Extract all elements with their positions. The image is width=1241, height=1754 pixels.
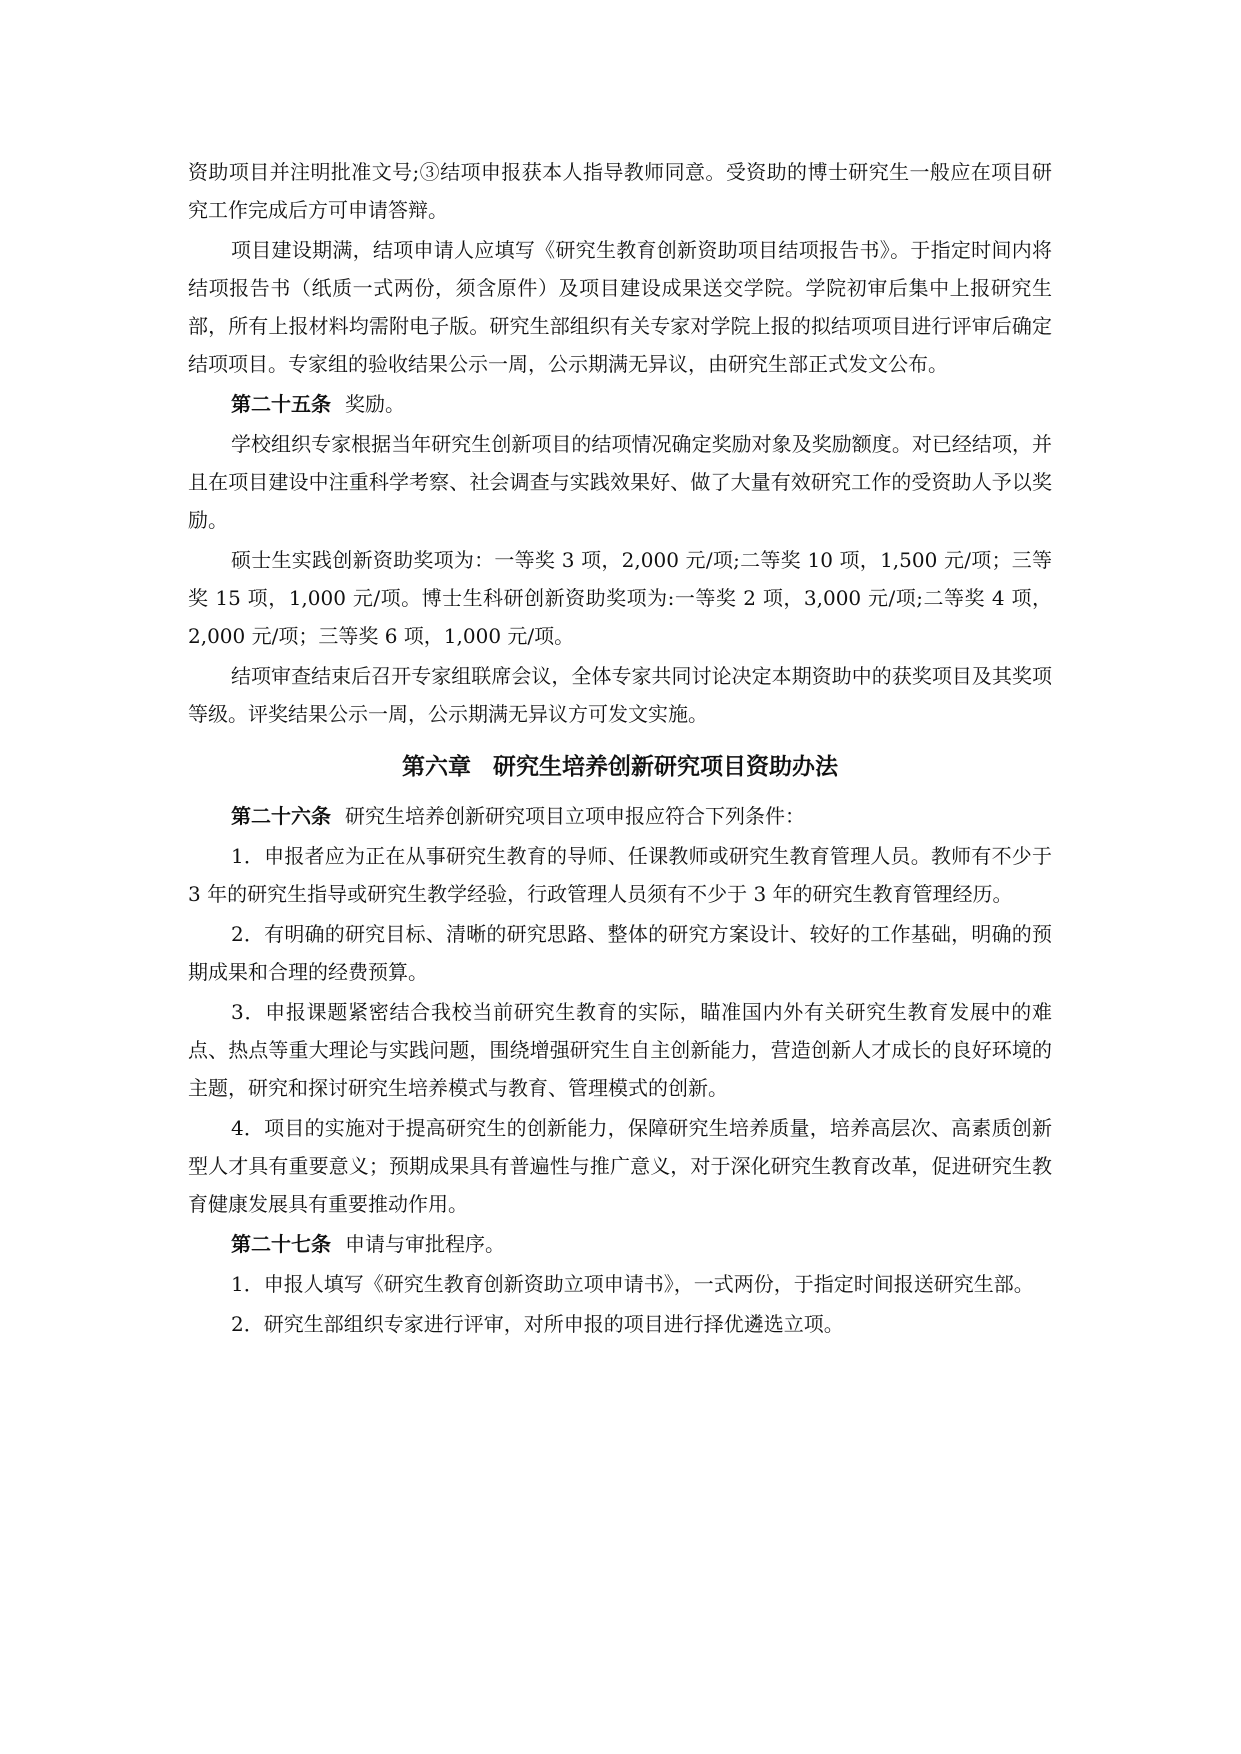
article-26-item: 2．有明确的研究目标、清晰的研究思路、整体的研究方案设计、较好的工作基础，明确的预期成果和合理的经费预算。 <box>188 922 1052 984</box>
article-25-paragraph: 学校组织专家根据当年研究生创新项目的结项情况确定奖励对象及奖励额度。对已经结项，并且在项目建设中注重科学考察、社会调查与实践效果好、做了大量有效研究工作的受资助人予以奖励。 <box>188 432 1052 532</box>
article-25-title: 奖励。 <box>345 392 405 416</box>
chapter-6-heading <box>188 747 1052 787</box>
article-26-item: 1．申报者应为正在从事研究生教育的导师、任课教师或研究生教育管理人员。教师有不少于 3 年的研究生指导或研究生教学经验，行政管理人员须有不少于 3 年的研究生教育管理经历。 <box>188 844 1052 906</box>
article-26-item: 3．申报课题紧密结合我校当前研究生教育的实际，瞄准国内外有关研究生教育发展中的难点、热点等重大理论与实践问题，围绕增强研究生自主创新能力，营造创新人才成长的良好环境的主题，研究和探讨研究生培养模式与教育、管理模式的创新。 <box>188 1000 1052 1100</box>
article-25-paragraph: 结项审查结束后召开专家组联席会议，全体专家共同讨论决定本期资助中的获奖项目及其奖项等级。评奖结果公示一周，公示期满无异议方可发文实施。 <box>188 664 1052 726</box>
article-26-title: 研究生培养创新研究项目立项申报应符合下列条件： <box>345 804 805 828</box>
article-25-paragraph: 硕士生实践创新资助奖项为：一等奖 3 项，2,000 元/项;二等奖 10 项，1,500 元/项；三等奖 15 项，1,000 元/项。博士生科研创新资助奖项为:一等奖 2 项，3,000 元/项;二等奖 4 项，2,000 元/项；三等奖 6 项，1,000 元/项。 <box>188 548 1052 648</box>
article-27-heading <box>188 1225 1052 1263</box>
paragraph-completion-report: 项目建设期满，结项申请人应填写《研究生教育创新资助项目结项报告书》。于指定时间内将结项报告书（纸质一式两份，须含原件）及项目建设成果送交学院。学院初审后集中上报研究生部，所有上报材料均需附电子版。研究生部组织有关专家对学院上报的拟结项项目进行评审后确定结项项目。专家组的验收结果公示一周，公示期满无异议，由研究生部正式发文公布。 <box>188 238 1052 376</box>
paragraph-continuation: 资助项目并注明批准文号;③结项申报获本人指导教师同意。受资助的博士研究生一般应在项目研究工作完成后方可申请答辩。 <box>188 160 1052 222</box>
article-26-heading <box>188 797 1052 835</box>
article-25-heading <box>188 385 1052 423</box>
article-26-item: 4．项目的实施对于提高研究生的创新能力，保障研究生培养质量，培养高层次、高素质创新型人才具有重要意义；预期成果具有普遍性与推广意义，对于深化研究生教育改革，促进研究生教育健康发展具有重要推动作用。 <box>188 1116 1052 1216</box>
chapter-6-number: 第六章 <box>402 753 471 780</box>
article-27-title: 申请与审批程序。 <box>345 1232 505 1256</box>
article-26-label: 第二十六条 <box>231 804 331 828</box>
chapter-6-title: 研究生培养创新研究项目资助办法 <box>493 753 838 780</box>
article-27-item: 1．申报人填写《研究生教育创新资助立项申请书》，一式两份，于指定时间报送研究生部。 <box>231 1272 1034 1296</box>
article-27-label: 第二十七条 <box>231 1232 331 1256</box>
article-27-item: 2．研究生部组织专家进行评审，对所申报的项目进行择优遴选立项。 <box>231 1312 844 1336</box>
article-25-label: 第二十五条 <box>231 392 331 416</box>
document-page <box>188 153 1052 1345</box>
